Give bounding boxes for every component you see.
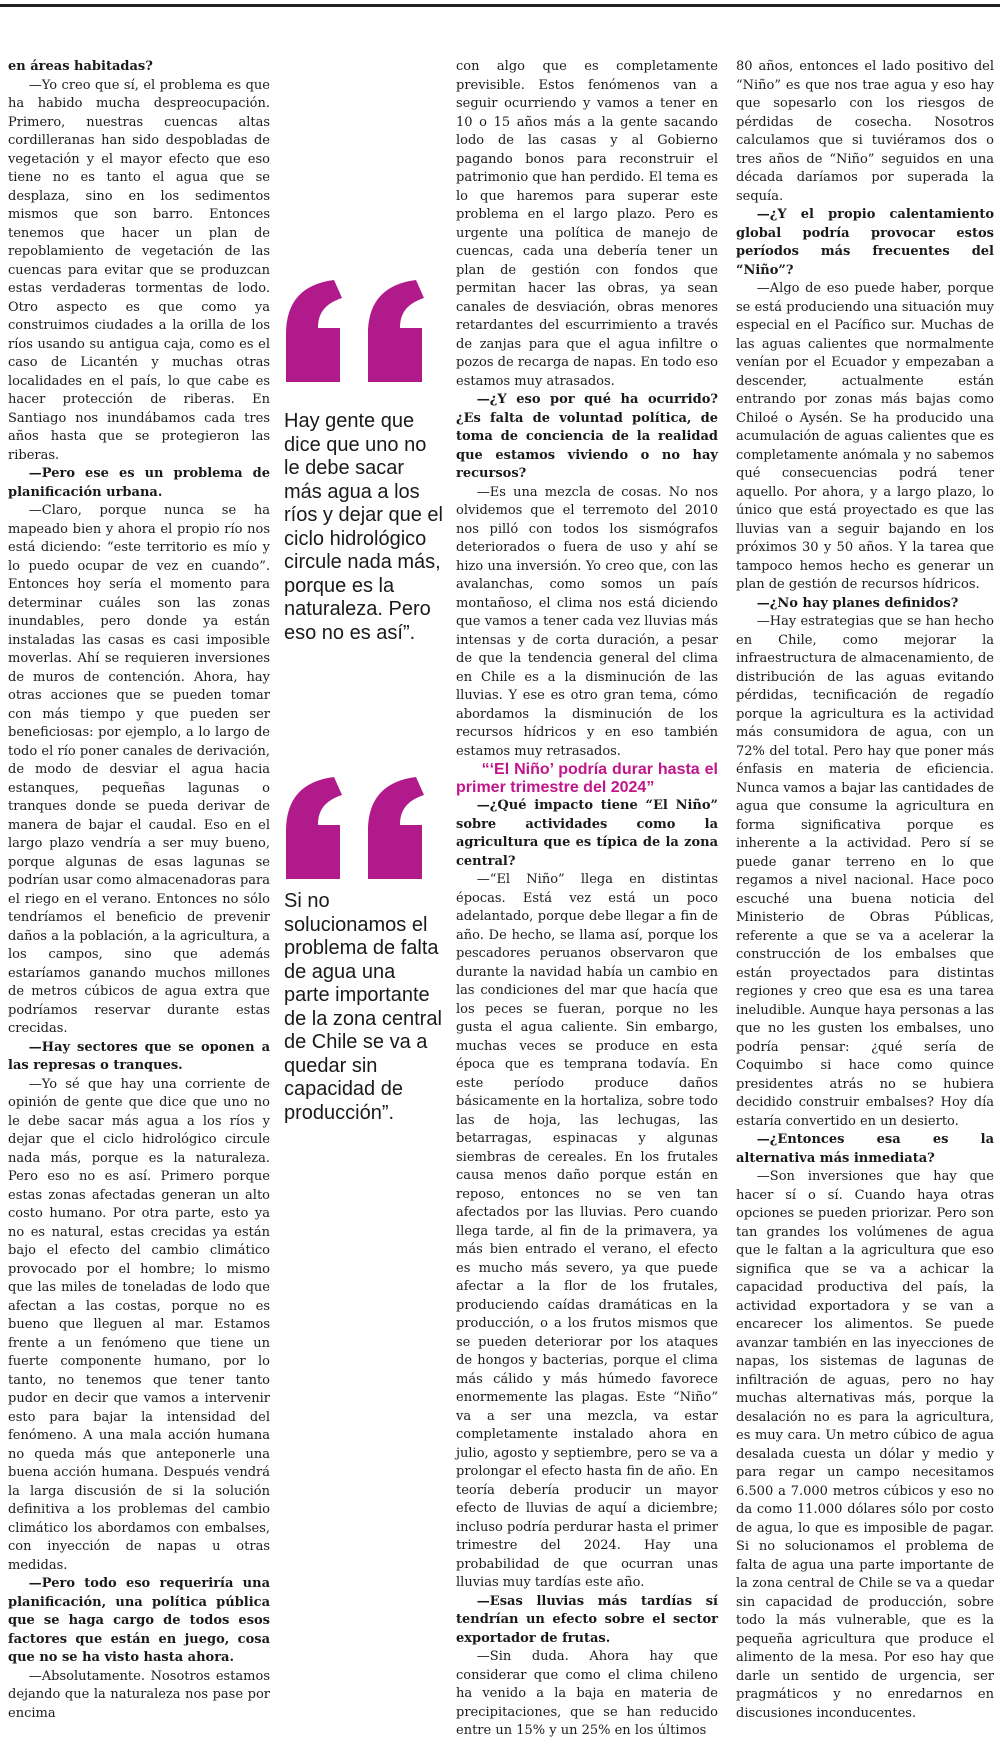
interview-answer: con algo que es completamente previsible. Estos fenómenos van a seguir ocurriendo y vamos a tener en 10 o 15 años más a la gente sacando lodo de las casas y al Gobierno pagando bonos para reconstruir el patrimonio que han perdido. El tema es lo que haremos para superar este problema en el largo plazo. Pero es urgente una política de manejo de cuencas, cada una debería tener un plan de gestión con fondos que permitan hacer las obras, ya sean canales de desviación, obras menores retardantes del escurrimiento a través de zanjas para que el agua infiltre o pozos de recarga de napas. En todo eso estamos muy atrasados. — [456, 59, 718, 389]
interview-question: —Esas lluvias más tardías sí tendrían un efecto sobre el sector exportador de frutas. — [456, 1593, 718, 1646]
interview-answer: 80 años, entonces el lado positivo del “Niño” es que nos trae agua y eso hay que sopesarlo con los riesgos de pérdidas de cosecha. Nosotros calculamos que si tuviéramos dos o tres años de “Niño” seguidos en una década daríamos por superada la sequía. — [736, 59, 994, 204]
interview-question: —Hay sectores que se oponen a las represas o tranques. — [8, 1039, 270, 1073]
interview-question: —Pero todo eso requeriría una planificación, una política pública que se haga cargo de todos esos factores que están en juego, cosa que no se ha visto hasta ahora. — [8, 1576, 270, 1665]
interview-answer: —Yo creo que sí, el problema es que ha habido mucha despreocupación. Primero, nuestras cuencas altas cordilleranas han sido despobladas de vegetación y el mayor efecto que eso tiene no es tanto el agua que se desplaza, sino en los sedimentos mismos que son barro. Entonces tenemos que hacer un plan de repoblamiento de vegetación de las cuencas para evitar que se produzcan estas verdaderas tormentas de lodo. Otro aspecto es que como ya construimos ciudades a la orilla de los ríos usando su antigua caja, como es el caso de Licantén y muchas otras localidades en el país, lo que cabe es hacer protección de riberas. En Santiago nos inundábamos cada tres años hasta que se protegieron las riberas. — [8, 77, 270, 463]
interview-answer: —Es una mezcla de cosas. No nos olvidemos que el terremoto del 2010 nos pilló con todos los sismógrafos deteriorados o fuera de uso y ahí se hizo una inversión. Yo creo que, con las avalanchas, como somos un país montañoso, el clima nos está diciendo que vamos a tener cada vez lluvias más intensas y de corta duración, a pesar de que la tendencia general del clima en Chile es a la disminución de las lluvias. Y ese es otro gran tema, cómo abordamos la disminución de los recursos hídricos y en eso también estamos muy retrasados. — [456, 484, 718, 759]
interview-answer: —Hay estrategias que se han hecho en Chile, como mejorar la infraestructura de almacenamiento, de distribución de las aguas evitando pérdidas, tecnificación de regadío porque la agricultura es la actividad más consumidora de agua, con un 72% del total. Pero hay que poner más énfasis en materia de eficiencia. Nunca vamos a bajar las cantidades de agua que consume la agricultura en forma significativa porque es inherente a la actividad. Pero sí se puede ganar terreno en lo que regamos a nivel nacional. Hace poco escuché una buena noticia del Ministerio de Obras Públicas, referente a que se va a acelerar la construcción de los embalses que están proyectados para distintas regiones y creo que esa es una tarea ineludible. Aunque haya personas a las que no les gusten los embalses, uno podría pensar: ¿qué sería de Coquimbo si hace como quince presidentes atrás no se hubiera decidido construir embalses? Hoy día estaría convertido en un desierto. — [736, 614, 994, 1129]
interview-question: —¿Qué impacto tiene “El Niño” sobre actividades como la agricultura que es típica de la zona central? — [456, 798, 718, 869]
top-rule — [0, 4, 1000, 7]
article-column-3 — [456, 58, 718, 1741]
article-column-4 — [736, 58, 994, 1723]
interview-question: en áreas habitadas? — [8, 59, 153, 74]
quote-mark-icon — [282, 278, 432, 388]
interview-answer: —Absolutamente. Nosotros estamos dejando que la naturaleza nos pase por encima — [8, 1668, 270, 1721]
interview-answer: —Son inversiones que hay que hacer sí o sí. Cuando haya otras opciones se pueden priorizar. Pero son tan grandes los volúmenes de agua que le faltan a la agricultura que eso significa que se va a achicar la capacidad productiva del país, la actividad exportadora y se van a encarecer los alimentos. Se puede avanzar también en las inyecciones de napas, los sistemas de lagunas de infiltración de aguas, pero no hay muchas alternativas más, porque la desalación no es para la agricultura, es muy cara. Un metro cúbico de agua desalada cuesta un dólar y medio y para regar un campo necesitamos 6.500 a 7.000 metros cúbicos y eso no da como 11.000 dólares sólo por costo de agua, lo que es imposible de pagar. Si no solucionamos el problema de falta de agua una parte importante de la zona central de Chile se va a quedar sin capacidad de producción, sobre todo la más vulnerable, que es la pequeña agricultura que produce el alimento de la mesa. Por eso hay que darle un sentido de urgencia, ser pragmáticos y no enredarnos en discusiones inconducentes. — [736, 1169, 994, 1721]
interview-question: —Pero ese es un problema de planificación urbana. — [8, 466, 270, 500]
section-subheading: “‘El Niño’ podría durar hasta el primer trimestre del 2024” — [456, 761, 718, 796]
interview-answer: —“El Niño” llega en distintas épocas. Está vez está un poco adelantado, porque debe llegar a fin de año. De hecho, se llama así, porque los pescadores peruanos observaron que durante la navidad había un cambio en las condiciones del mar que hacía que los peces se fueran, porque no les gusta el agua caliente. Sin embargo, muchas veces se produce en esta época que es temprana todavía. En este período produce daños básicamente en la hortaliza, sobre todo las de hoja, las lechugas, las betarragas, espinacas y algunas siembras de cereales. En los frutales causa menos daño porque están en reposo, entonces no se ven tan afectados por las lluvias. Pero cuando llega tarde, al fin de la primavera, ya más bien entrado el verano, el efecto es mucho más severo, ya que puede afectar a la flor de los frutales, produciendo caídas dramáticas en la producción, o a los frutos mismos que se pueden deteriorar por los ataques de hongos y bacterias, porque el clima más cálido y más húmedo favorece enormemente las plagas. Este “Niño” va a ser una mezcla, va estar completamente instalado ahora en julio, agosto y septiembre, pero se va a prolongar el efecto hasta fin de año. En teoría debería producir un mayor efecto de lluvias de aquí a diciembre; incluso podría perdurar hasta el primer trimestre del 2024. Hay una probabilidad de que ocurran unas lluvias muy tardías este año. — [456, 872, 718, 1590]
interview-answer: —Algo de eso puede haber, porque se está produciendo una situación muy especial en el Pacífico sur. Muchas de las aguas calientes que normalmente venían por el Ecuador y empezaban a descender, actualmente están entrando por zonas más bajas como Chiloé o Aysén. Se ha producido una acumulación de aguas calientes que es completamente anómala y no sabemos qué consecuencias podrá tener aquello. Por ahora, y a largo plazo, lo único que está proyectado es que las lluvias van a seguir bajando en los próximos 30 y 50 años. Y la tarea que tampoco hemos hecho es generar un plan de gestión de recursos hídricos. — [736, 281, 994, 592]
pull-quote-1: Hay gente que dice que uno no le debe sacar más agua a los ríos y dejar que el ciclo hidrológico circule nada más, porque es la naturaleza. Pero eso no es así”. — [284, 410, 443, 644]
interview-answer: —Sin duda. Ahora hay que considerar que como el clima chileno ha venido a la baja en materia de precipitaciones, que se han reducido entre un 15% y un 25% en los últimos — [456, 1649, 718, 1738]
pull-quote-2: Si no solucionamos el problema de falta de agua una parte importante de la zona central de Chile se va a quedar sin capacidad de producción”. — [284, 890, 442, 1124]
article-column-1 — [8, 58, 270, 1723]
interview-answer: —Claro, porque nunca se ha mapeado bien y ahora el propio río nos está diciendo: “este territorio es mío y lo puedo ocupar de vez en cuando”. Entonces hoy sería el momento para determinar cuáles son las zonas inundables, pero donde ya están instaladas las casas es casi imposible moverlas. Ahí se requieren inversiones de muros de contención. Ahora, hay otras acciones que se pueden tomar con más tiempo y que pueden ser beneficiosas: por ejemplo, a lo largo de todo el río poner canales de derivación, de modo de desviar el agua hacia estanques, pequeñas lagunas o tranques donde se pueda derivar de manera de bajar el caudal. Eso en el largo plazo vendría a ser muy bueno, porque algunas de esas lagunas se podrían usar como almacenadoras para el riego en el verano. Entonces no sólo tendríamos el beneficio de prevenir daños a la población, a la agricultura, a los campos, sino que además estaríamos ganando muchos millones de metros cúbicos de agua extra que podríamos reservar durante estas crecidas. — [8, 503, 270, 1036]
interview-answer: —Yo sé que hay una corriente de opinión de gente que dice que uno no le debe sacar más agua a los ríos y dejar que el ciclo hidrológico circule nada más, porque es la naturaleza. Pero eso no es así. Primero porque estas zonas afectadas generan un alto costo humano. Por otra parte, esto ya no es natural, estas crecidas ya están bajo el efecto del cambio climático provocado por el hombre; lo mismo que las miles de toneladas de lodo que afectan a las costas, porque no es bueno que lleguen al mar. Estamos frente a un fenómeno que tiene un fuerte componente humano, por lo tanto, no tenemos que tener tanto pudor en decir que vamos a intervenir esto para bajar la intensidad del fenómeno. A una mala acción humana no queda más que anteponerle una buena acción humana. Después vendrá la larga discusión de si la solución definitiva a los problemas del cambio climático los abordamos con embalses, con inyección de napas u otras medidas. — [8, 1076, 270, 1573]
interview-question: —¿Y el propio calentamiento global podría provocar estos períodos más frecuentes del “Niño”? — [736, 207, 994, 278]
interview-question: —¿Entonces esa es la alternativa más inmediata? — [736, 1132, 994, 1166]
interview-question: —¿No hay planes definidos? — [756, 595, 959, 611]
interview-question: —¿Y eso por qué ha ocurrido? ¿Es falta de voluntad política, de toma de conciencia de la realidad que estamos viviendo o no hay recursos? — [456, 392, 718, 481]
quote-mark-icon — [282, 775, 432, 885]
